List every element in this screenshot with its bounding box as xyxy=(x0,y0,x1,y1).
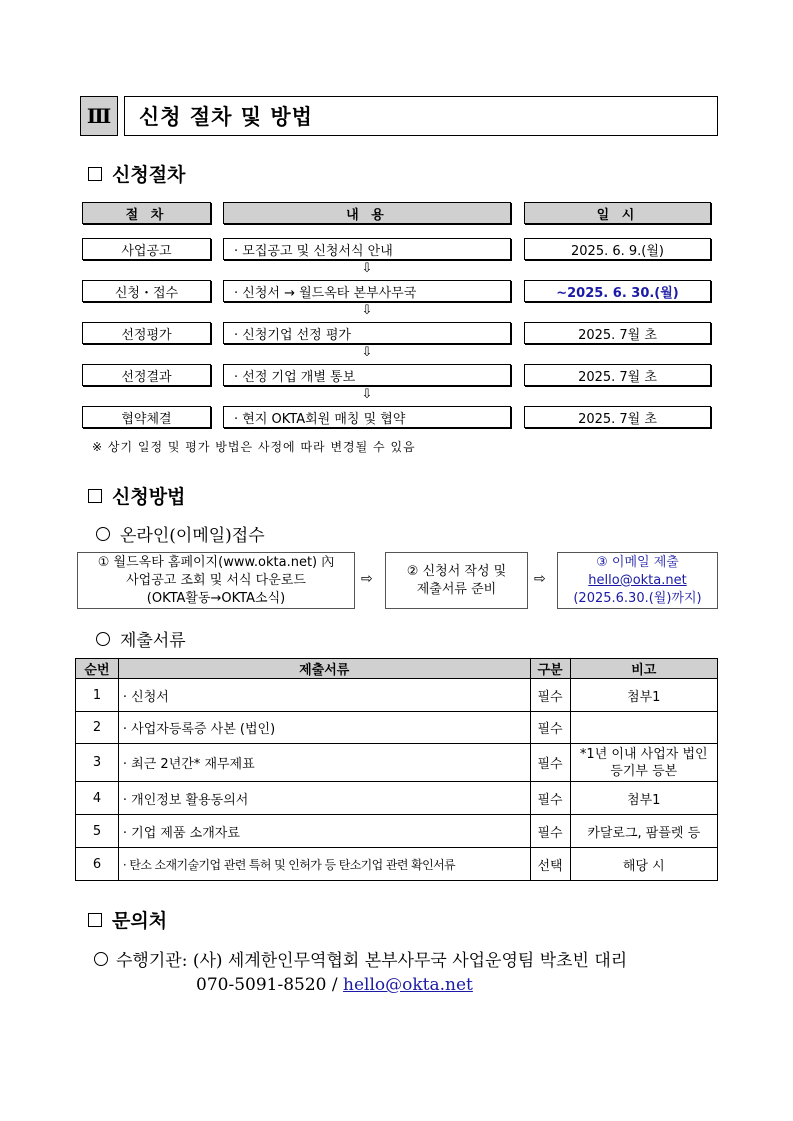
doc-name: · 최근 2년간* 재무제표 xyxy=(118,744,530,782)
flow-step-3 xyxy=(557,552,718,609)
procedure-date: 2025. 7월 초 xyxy=(524,364,711,386)
procedure-heading-text: 신청절차 xyxy=(112,164,186,186)
procedure-note: ※ 상기 일정 및 평가 방법은 사정에 따라 변경될 수 있음 xyxy=(92,440,416,454)
contact-separator: / xyxy=(331,975,338,995)
doc-type: 필수 xyxy=(530,712,570,744)
flow-step-1-line1: ① 월드옥타 홈페이지(www.okta.net) 內 xyxy=(97,554,335,570)
table-row xyxy=(76,744,718,782)
doc-name: · 신청서 xyxy=(118,679,530,712)
procedure-content: · 현지 OKTA회원 매칭 및 협약 xyxy=(223,406,511,428)
flow-step-3-line1: ③ 이메일 제출 xyxy=(596,554,679,570)
table-row xyxy=(76,712,718,744)
col-header-no: 순번 xyxy=(76,659,119,679)
circle-bullet-icon xyxy=(96,527,110,541)
contact-heading xyxy=(88,906,167,933)
procedure-content: · 신청기업 선정 평가 xyxy=(223,322,511,344)
doc-name: · 개인정보 활용동의서 xyxy=(118,782,530,815)
flow-step-2 xyxy=(385,552,528,609)
doc-no: 1 xyxy=(76,679,119,712)
col-header-note: 비고 xyxy=(570,659,718,679)
col-header-name: 제출서류 xyxy=(118,659,530,679)
section-number: Ⅲ xyxy=(80,96,118,136)
doc-note: 첨부1 xyxy=(570,782,718,815)
flow-step-1 xyxy=(77,552,355,609)
doc-type: 필수 xyxy=(530,815,570,848)
doc-note: 첨부1 xyxy=(570,679,718,712)
right-arrow-icon: ⇨ xyxy=(534,571,546,587)
procedure-step: 사업공고 xyxy=(82,238,211,260)
contact-phone-line xyxy=(196,975,473,995)
doc-note: 해당 시 xyxy=(570,848,718,881)
procedure-date: 2025. 6. 9.(월) xyxy=(524,238,711,260)
doc-no: 5 xyxy=(76,815,119,848)
table-header-row xyxy=(76,659,718,679)
docs-heading xyxy=(96,626,186,651)
procedure-content: · 선정 기업 개별 통보 xyxy=(223,364,511,386)
procedure-header-step: 절 차 xyxy=(82,202,211,224)
checkbox-square-icon xyxy=(88,913,102,927)
flow-step-3-line3: (2025.6.30.(월)까지) xyxy=(573,590,702,606)
procedure-heading xyxy=(88,160,185,187)
procedure-step: 협약체결 xyxy=(82,406,211,428)
flow-step-1-line3: (OKTA활동→OKTA소식) xyxy=(146,590,286,606)
contact-heading-text: 문의처 xyxy=(112,910,168,932)
flow-step-2-line2: 제출서류 준비 xyxy=(416,581,497,597)
doc-type: 선택 xyxy=(530,848,570,881)
doc-type: 필수 xyxy=(530,782,570,815)
doc-note xyxy=(570,712,718,744)
procedure-content: · 모집공고 및 신청서식 안내 xyxy=(223,238,511,260)
doc-no: 4 xyxy=(76,782,119,815)
col-header-type: 구분 xyxy=(530,659,570,679)
documents-table xyxy=(75,658,718,881)
procedure-header-content: 내 용 xyxy=(223,202,511,224)
doc-name: · 사업자등록증 사본 (법인) xyxy=(118,712,530,744)
contact-phone: 070-5091-8520 xyxy=(196,975,327,995)
doc-type: 필수 xyxy=(530,744,570,782)
doc-type: 필수 xyxy=(530,679,570,712)
doc-no: 6 xyxy=(76,848,119,881)
doc-no: 3 xyxy=(76,744,119,782)
contact-email-link[interactable]: hello@okta.net xyxy=(343,975,473,995)
online-heading xyxy=(96,521,265,546)
table-row xyxy=(76,848,718,881)
contact-line xyxy=(94,946,627,971)
contact-agency: 수행기관: (사) 세계한인무역협회 본부사무국 사업운영팀 박초빈 대리 xyxy=(116,951,628,971)
procedure-date-deadline: ~2025. 6. 30.(월) xyxy=(524,280,711,302)
circle-bullet-icon xyxy=(94,952,108,966)
procedure-header-date: 일 시 xyxy=(524,202,711,224)
procedure-step: 신청・접수 xyxy=(82,280,211,302)
right-arrow-icon: ⇨ xyxy=(361,571,373,587)
down-arrow-icon: ⇩ xyxy=(361,345,373,360)
online-heading-text: 온라인(이메일)접수 xyxy=(120,526,265,546)
section-title: 신청 절차 및 방법 xyxy=(124,96,718,136)
method-heading-text: 신청방법 xyxy=(112,486,186,508)
table-row xyxy=(76,815,718,848)
circle-bullet-icon xyxy=(96,632,110,646)
doc-name: · 기업 제품 소개자료 xyxy=(118,815,530,848)
procedure-step: 선정평가 xyxy=(82,322,211,344)
method-heading xyxy=(88,482,185,509)
doc-name: · 탄소 소재기술기업 관련 특허 및 인허가 등 탄소기업 관련 확인서류 xyxy=(118,848,530,881)
procedure-step: 선정결과 xyxy=(82,364,211,386)
doc-no: 2 xyxy=(76,712,119,744)
checkbox-square-icon xyxy=(88,489,102,503)
email-link[interactable]: hello@okta.net xyxy=(588,572,687,588)
down-arrow-icon: ⇩ xyxy=(361,261,373,276)
table-row xyxy=(76,782,718,815)
docs-heading-text: 제출서류 xyxy=(120,631,186,651)
doc-note: 카달로그, 팜플렛 등 xyxy=(570,815,718,848)
flow-step-1-line2: 사업공고 조회 및 서식 다운로드 xyxy=(126,572,306,588)
down-arrow-icon: ⇩ xyxy=(361,303,373,318)
procedure-date: 2025. 7월 초 xyxy=(524,322,711,344)
flow-step-2-line1: ② 신청서 작성 및 xyxy=(406,563,507,579)
down-arrow-icon: ⇩ xyxy=(361,387,373,402)
checkbox-square-icon xyxy=(88,167,102,181)
doc-note: *1년 이내 사업자 법인등기부 등본 xyxy=(570,744,718,782)
procedure-content: · 신청서 → 월드옥타 본부사무국 xyxy=(223,280,511,302)
procedure-date: 2025. 7월 초 xyxy=(524,406,711,428)
table-row xyxy=(76,679,718,712)
